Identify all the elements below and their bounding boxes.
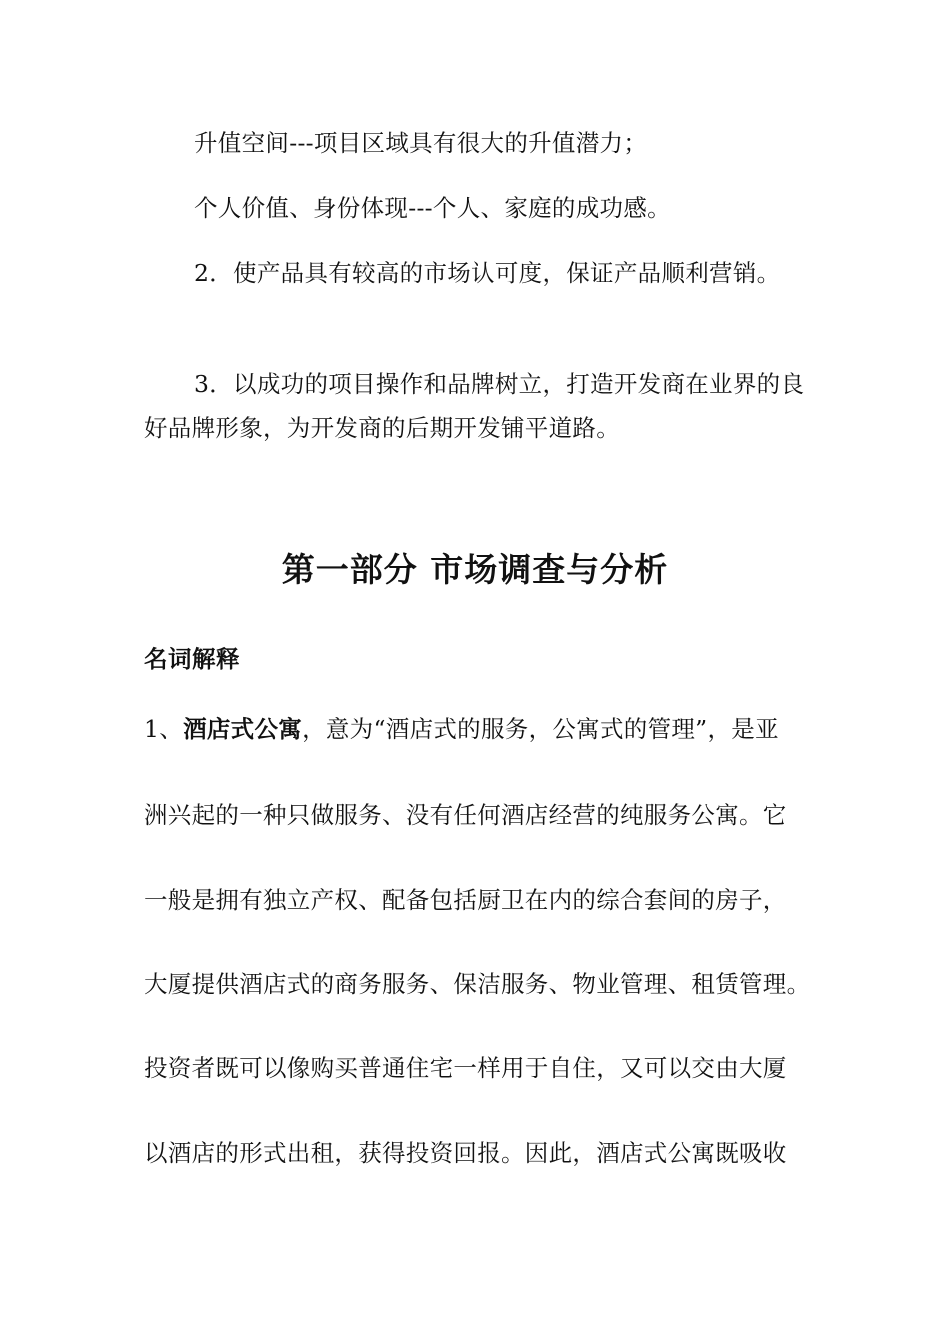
definition-line-4: 大厦提供酒店式的商务服务、保洁服务、物业管理、租赁管理。	[144, 970, 811, 998]
definition-line-2: 洲兴起的一种只做服务、没有任何酒店经营的纯服务公寓。它	[144, 801, 787, 829]
definition-term: 酒店式公寓	[183, 715, 303, 743]
definition-number: 1、	[144, 715, 184, 743]
subheading-glossary: 名词解释	[144, 645, 240, 673]
paragraph-item-2: 2．使产品具有较高的市场认可度，保证产品顺利营销。	[194, 259, 781, 287]
section-title: 第一部分 市场调查与分析	[281, 550, 669, 589]
paragraph-personal-value: 个人价值、身份体现---个人、家庭的成功感。	[194, 194, 671, 222]
definition-line-6: 以酒店的形式出租，获得投资回报。因此，酒店式公寓既吸收	[144, 1139, 787, 1167]
paragraph-item-3: 3．以成功的项目操作和品牌树立，打造开发商在业界的良好品牌形象，为开发商的后期开发铺平道路。	[144, 370, 805, 442]
definition-line-1-text: ，意为“酒店式的服务，公寓式的管理”，是亚	[302, 715, 779, 743]
paragraph-appreciation: 升值空间---项目区域具有很大的升值潜力；	[194, 129, 648, 157]
definition-line-5: 投资者既可以像购买普通住宅一样用于自住，又可以交由大厦	[144, 1054, 787, 1082]
definition-line-1	[144, 710, 779, 744]
definition-line-3: 一般是拥有独立产权、配备包括厨卫在内的综合套间的房子，	[144, 886, 787, 914]
